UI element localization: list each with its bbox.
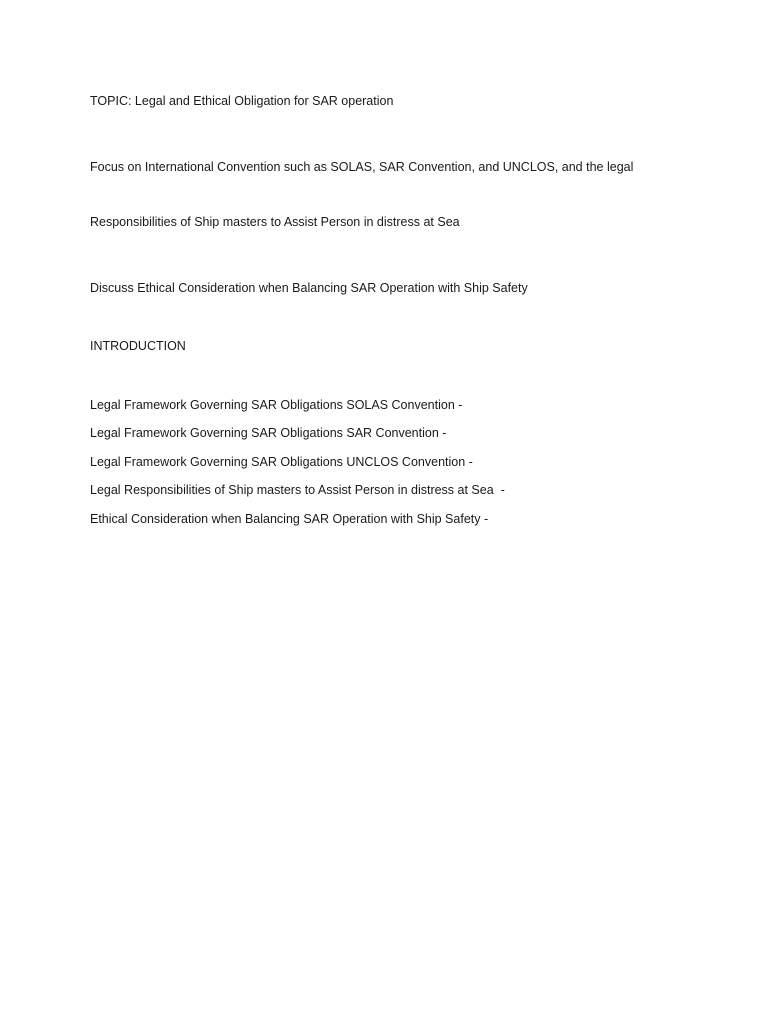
section-line-ship-masters: Legal Responsibilities of Ship masters to Assist Person in distress at Sea - — [90, 483, 505, 497]
document-body — [90, 92, 650, 538]
section-line-ethical: Ethical Consideration when Balancing SAR Operation with Ship Safety - — [90, 511, 489, 526]
introduction-heading: INTRODUCTION — [90, 339, 186, 353]
section-line-solas: Legal Framework Governing SAR Obligations SOLAS Convention - — [90, 397, 463, 412]
blank-space — [90, 307, 650, 337]
discuss-line: Discuss Ethical Consideration when Balancing SAR Operation with Ship Safety — [90, 280, 528, 295]
section-line-sar-convention: Legal Framework Governing SAR Obligations SAR Convention - — [90, 426, 447, 440]
focus-line-1: Focus on International Convention such as SOLAS, SAR Convention, and UNCLOS, and the legal — [90, 159, 634, 174]
section-line-unclos: Legal Framework Governing SAR Obligations UNCLOS Convention - — [90, 454, 473, 469]
focus-paragraph — [90, 121, 650, 269]
blank-space — [90, 366, 650, 396]
topic-line: TOPIC: Legal and Ethical Obligation for SAR operation — [90, 94, 394, 108]
focus-line-2: Responsibilities of Ship masters to Assist Person in distress at Sea — [90, 215, 460, 229]
